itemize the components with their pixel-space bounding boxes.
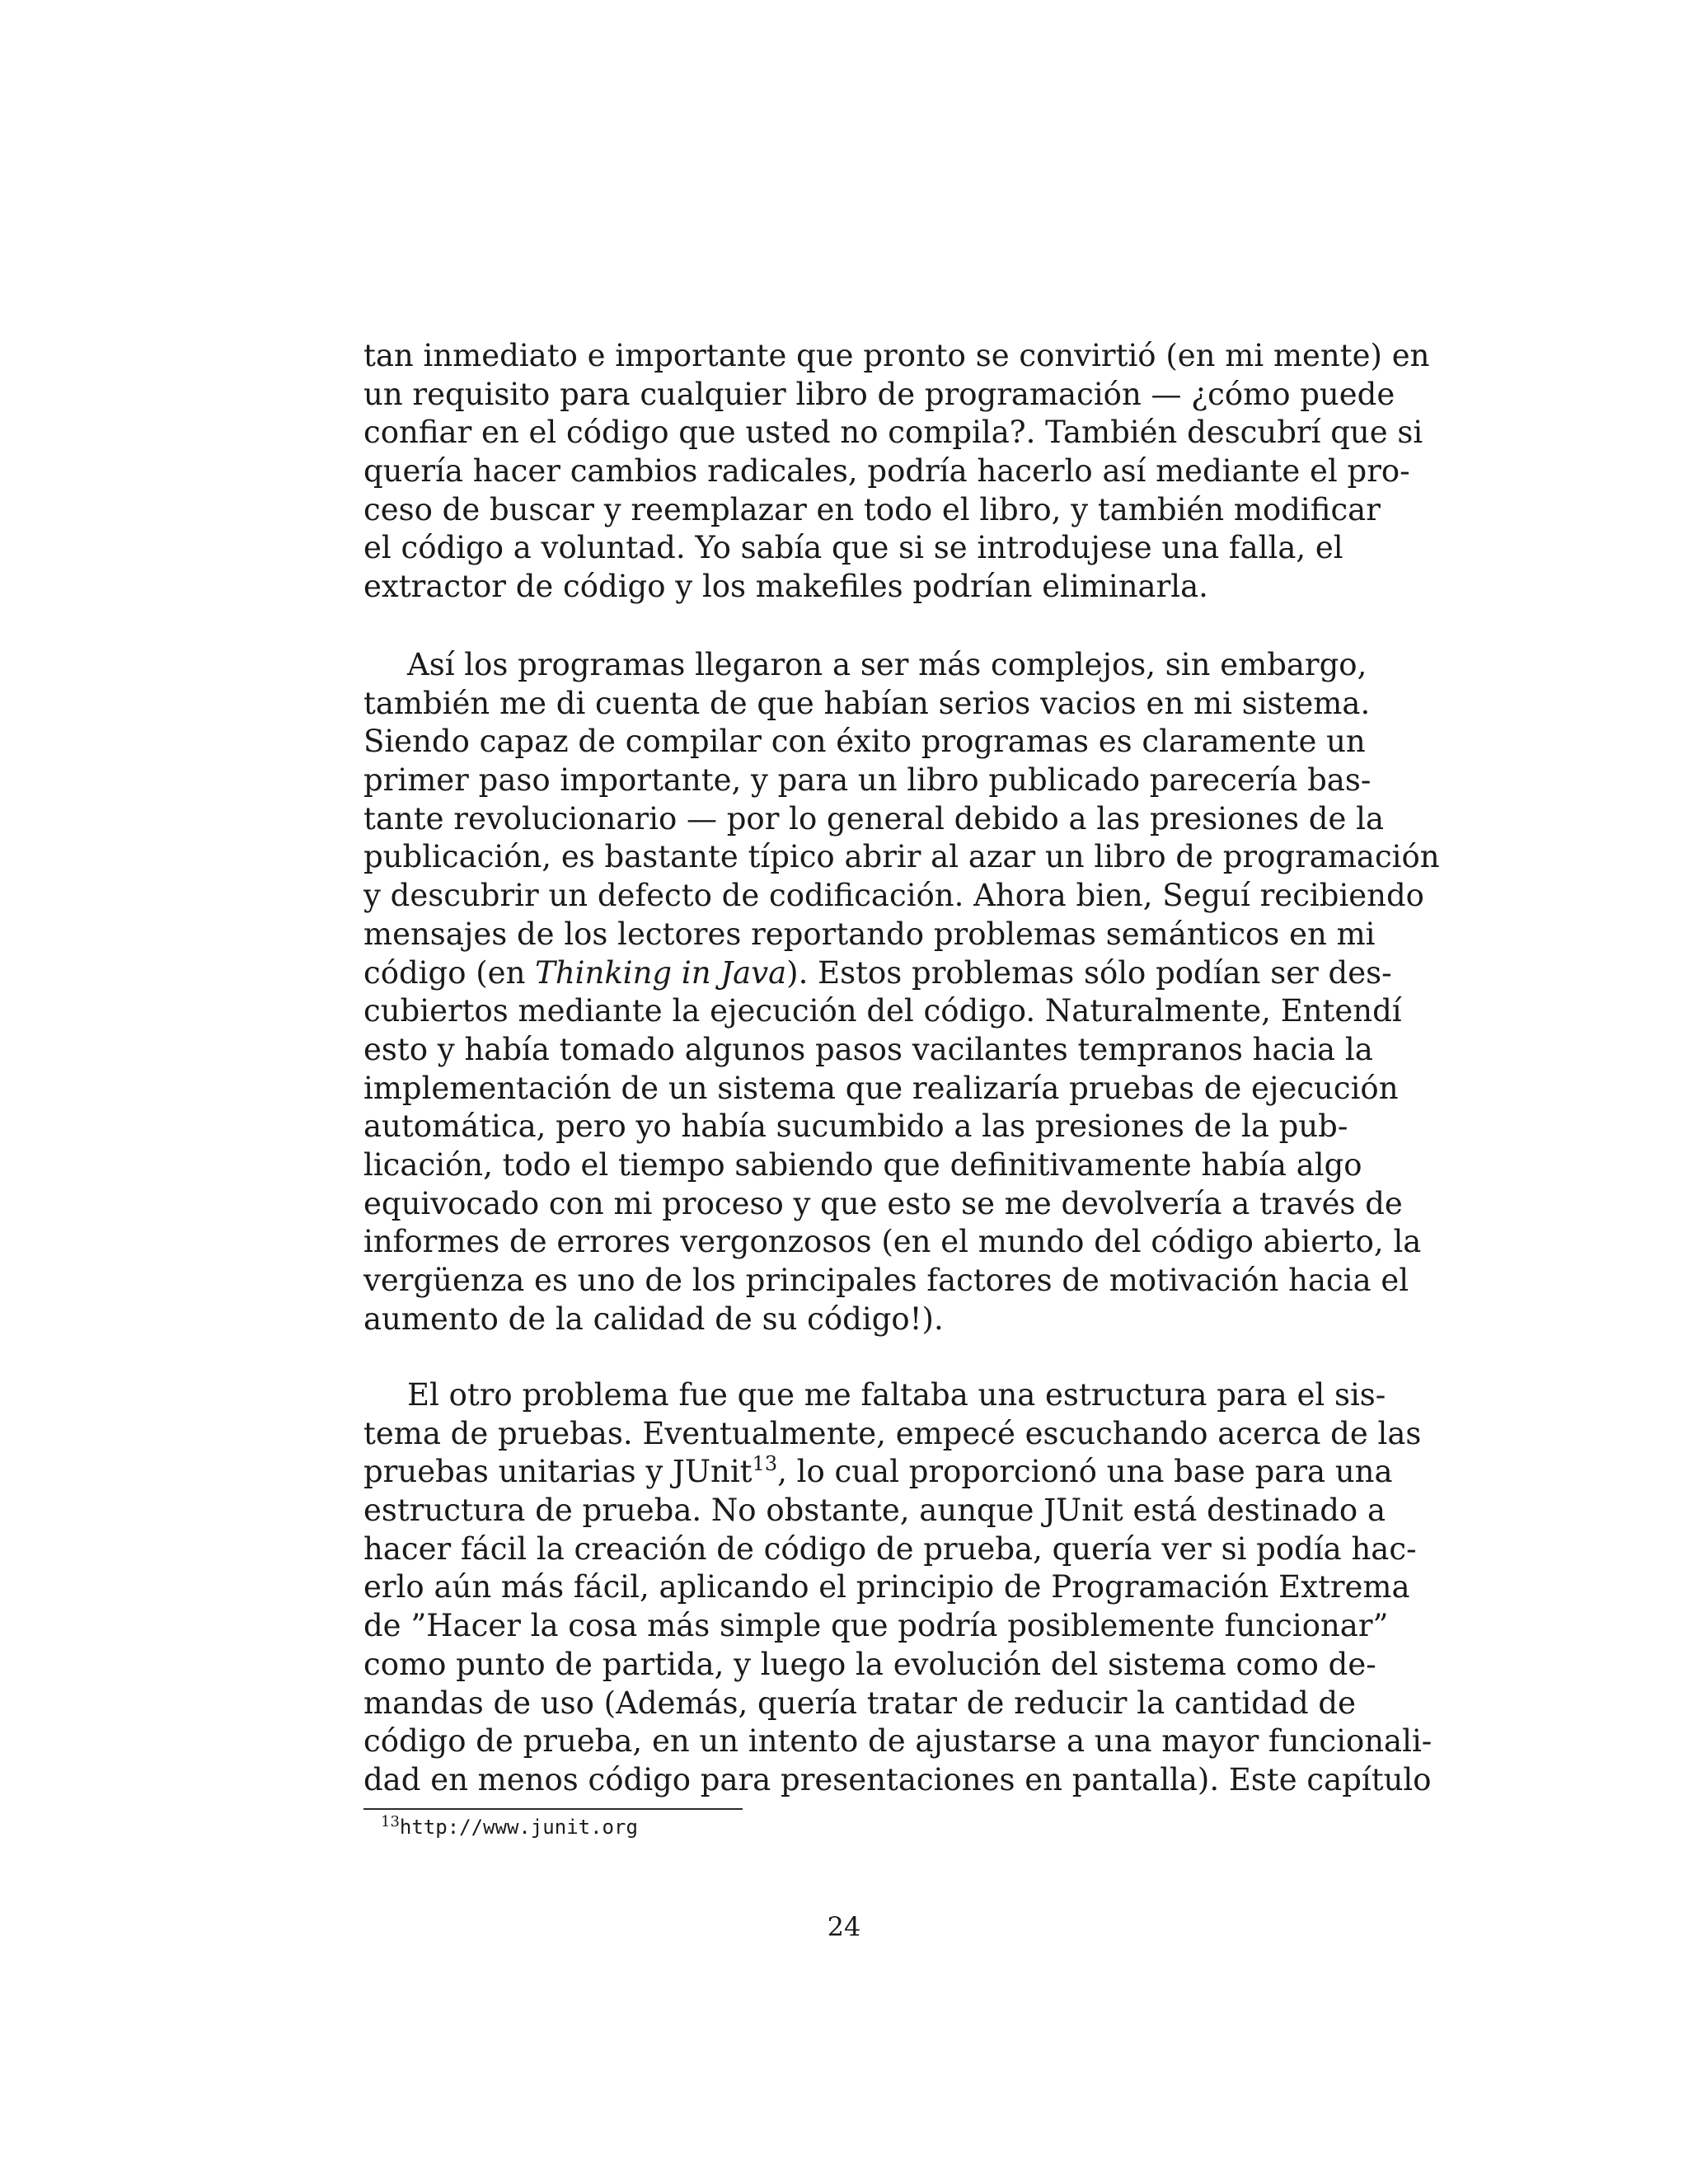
text-line: un requisito para cualquier libro de programación — ¿cómo puede [363, 376, 1395, 412]
text-line: El otro problema fue que me faltaba una estructura para el sis- [407, 1377, 1386, 1413]
text-line: vergüenza es uno de los principales factores de motivación hacia el [363, 1263, 1409, 1298]
text-line: como punto de partida, y luego la evolución del sistema como de- [363, 1646, 1376, 1682]
text-line: informes de errores vergonzosos (en el mundo del código abierto, la [363, 1224, 1422, 1260]
text-line: licación, todo el tiempo sabiendo que definitivamente había algo [363, 1146, 1362, 1183]
footnote [381, 1812, 638, 1842]
text-line: Así los programas llegaron a ser más complejos, sin embargo, [407, 647, 1367, 682]
text-fragment: código (en [363, 954, 536, 991]
text-line: cubiertos mediante la ejecución del código. Naturalmente, Entendí [363, 993, 1402, 1029]
text-line: automática, pero yo había sucumbido a las presiones de la pub- [363, 1108, 1348, 1145]
footnote-divider [363, 1808, 743, 1810]
text-line: y descubrir un defecto de codificación. Ahora bien, Seguí recibiendo [363, 878, 1424, 914]
text-line: de ”Hacer la cosa más simple que podría posiblemente funcionar” [363, 1608, 1389, 1644]
text-line: también me di cuenta de que habían serios vacios en mi sistema. [363, 685, 1371, 721]
paragraph-2 [363, 646, 1440, 1338]
footnote-link[interactable]: http://www.junit.org [399, 1816, 638, 1839]
text-line: extractor de código y los makefiles podrían eliminarla. [363, 569, 1208, 605]
footnote-reference[interactable]: 13 [752, 1452, 778, 1476]
text-line: erlo aún más fácil, aplicando el principio de Programación Extrema [363, 1569, 1410, 1605]
text-fragment: , lo cual proporcionó una base para una [777, 1454, 1393, 1490]
text-line: primer paso importante, y para un libro publicado parecería bas- [363, 762, 1372, 799]
paragraph-1 [363, 337, 1430, 607]
text-line: equivocado con mi proceso y que esto se me devolvería a través de [363, 1185, 1403, 1221]
text-line: tante revolucionario — por lo general debido a las presiones de la [363, 800, 1385, 837]
text-fragment: pruebas unitarias y JUnit [363, 1454, 753, 1490]
page-number: 24 [827, 1911, 861, 1943]
text-line: dad en menos código para presentaciones en pantalla). Este capítulo [363, 1761, 1432, 1797]
text-line: el código a voluntad. Yo sabía que si se introdujese una falla, el [363, 530, 1343, 566]
text-line: Siendo capaz de compilar con éxito programas es claramente un [363, 724, 1366, 760]
text-line: confiar en el código que usted no compila?. También descubrí que si [363, 415, 1423, 451]
text-line [363, 954, 1392, 993]
text-fragment: ). Estos problemas sólo podían ser des- [786, 954, 1392, 991]
text-line: estructura de prueba. No obstante, aunque JUnit está destinado a [363, 1493, 1386, 1529]
book-title-italic: Thinking in Java [535, 954, 787, 991]
text-line: hacer fácil la creación de código de prueba, quería ver si podía hac- [363, 1530, 1417, 1567]
footnote-number: 13 [381, 1813, 400, 1830]
text-line: quería hacer cambios radicales, podría hacerlo así mediante el pro- [363, 453, 1410, 490]
text-line: aumento de la calidad de su código!). [363, 1301, 944, 1337]
text-line: esto y había tomado algunos pasos vacilantes tempranos hacia la [363, 1031, 1373, 1067]
text-line: tema de pruebas. Eventualmente, empecé escuchando acerca de las [363, 1415, 1422, 1451]
paragraph-3 [363, 1376, 1432, 1800]
text-line: implementación de un sistema que realizaría pruebas de ejecución [363, 1070, 1399, 1106]
text-line: mandas de uso (Además, quería tratar de reducir la cantidad de [363, 1685, 1356, 1721]
text-line: código de prueba, en un intento de ajustarse a una mayor funcionali- [363, 1723, 1432, 1760]
text-line [363, 1452, 1393, 1492]
text-line: mensajes de los lectores reportando problemas semánticos en mi [363, 916, 1376, 952]
text-line: tan inmediato e importante que pronto se convirtió (en mi mente) en [363, 338, 1430, 373]
text-line: ceso de buscar y reemplazar en todo el libro, y también modificar [363, 491, 1381, 527]
text-line: publicación, es bastante típico abrir al azar un libro de programación [363, 839, 1440, 875]
